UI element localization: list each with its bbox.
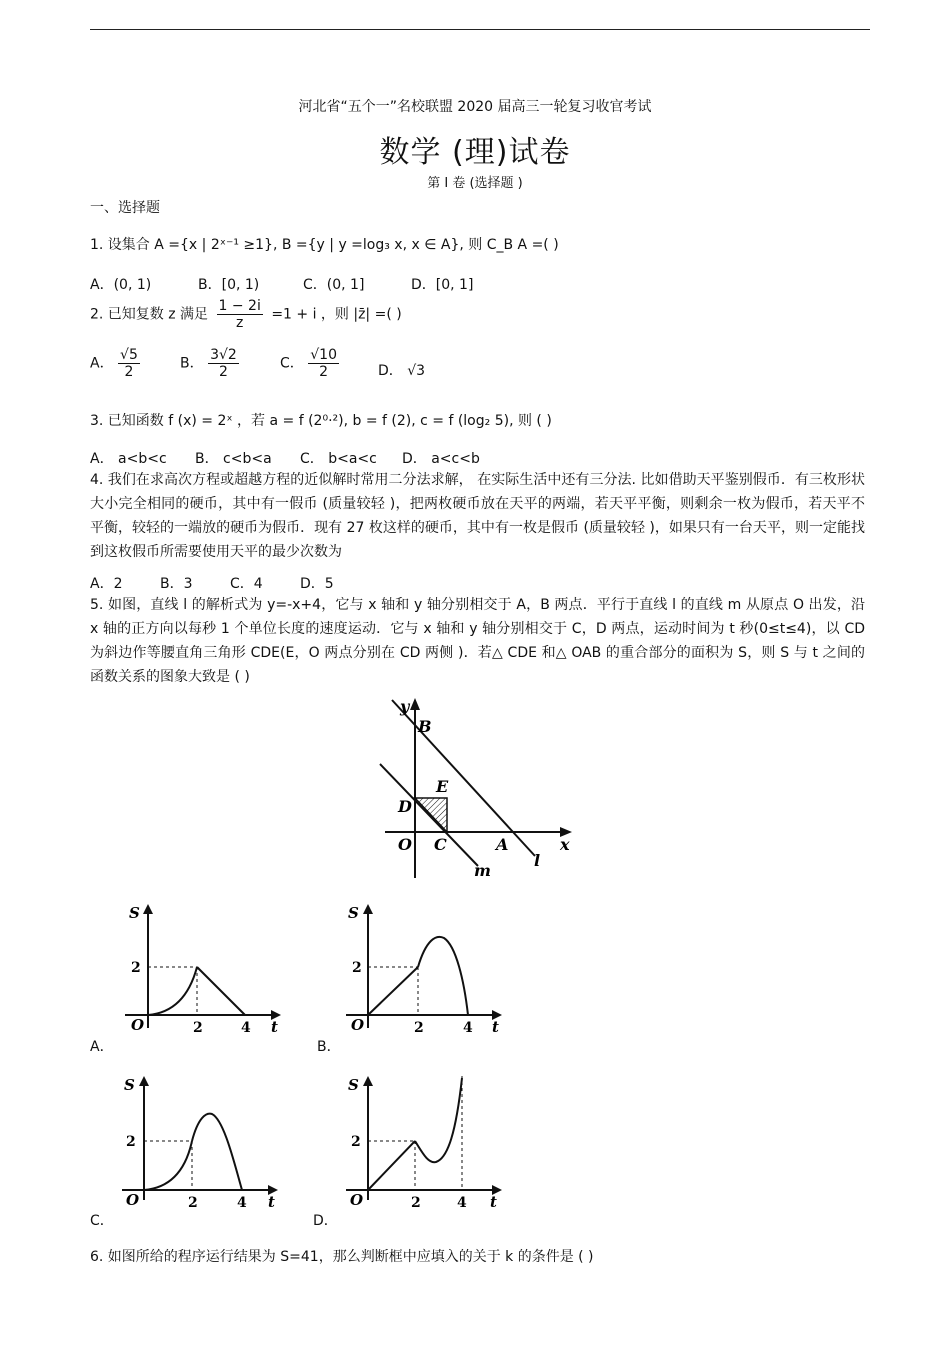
q2-option-a-label: A． bbox=[90, 355, 114, 372]
graph-c-s-arrow bbox=[139, 1076, 149, 1086]
q2-option-b-label: B． bbox=[180, 355, 204, 372]
graph-b-tick-2y: 2 bbox=[352, 960, 362, 976]
graph-a-curve bbox=[148, 967, 197, 1015]
graph-d-s-arrow bbox=[363, 1076, 373, 1086]
question-3: 3. 已知函数 f (x) = 2ˣ ，若 a = f (2⁰·²), b = f (2), c = f (log₂ 5), 则 ( ) bbox=[90, 413, 552, 429]
label-D: D bbox=[398, 797, 412, 816]
graph-d-tick-2x: 2 bbox=[411, 1195, 421, 1211]
question-1: 1. 设集合 A ={x | 2ˣ⁻¹ ≥1}, B ={y | y =log₃ x, x ∈ A}, 则 C_B A =( ) bbox=[90, 237, 559, 253]
q2-option-a-fraction bbox=[118, 347, 140, 380]
q2-option-d bbox=[378, 360, 425, 380]
graph-b-s-arrow bbox=[363, 904, 373, 914]
graph-a-t-label: t bbox=[271, 1018, 278, 1036]
q2-option-b-den: 2 bbox=[218, 364, 228, 381]
graph-c-tick-4: 4 bbox=[237, 1195, 247, 1211]
q2-option-b-num: 3√2 bbox=[210, 347, 237, 363]
graph-a-tick-2y: 2 bbox=[131, 960, 141, 976]
graph-d-line bbox=[368, 1141, 415, 1190]
label-m: m bbox=[474, 861, 491, 880]
line-m bbox=[380, 764, 478, 866]
q2-option-c bbox=[280, 347, 339, 380]
top-rule bbox=[90, 29, 870, 30]
graph-c-tick-2y: 2 bbox=[126, 1134, 136, 1150]
q4-option-d: D．5 bbox=[300, 576, 334, 592]
exam-subtitle: 河北省“五个一”名校联盟 2020 届高三一轮复习收官考试 bbox=[298, 99, 652, 115]
label-x: x bbox=[560, 835, 570, 854]
q4-option-b: B．3 bbox=[160, 576, 193, 592]
q1-option-a: A．(0, 1) bbox=[90, 277, 152, 293]
q2-option-c-num: √10 bbox=[310, 347, 337, 363]
graph-d-curve bbox=[415, 1078, 462, 1162]
label-B: B bbox=[418, 717, 432, 736]
q1-option-c: C．(0, 1] bbox=[303, 277, 365, 293]
graph-a-tick-4: 4 bbox=[241, 1020, 251, 1036]
graph-b-tick-2x: 2 bbox=[414, 1020, 424, 1036]
q3-option-d: D． a<c<b bbox=[402, 451, 480, 467]
q3-option-b: B． c<b<a bbox=[195, 451, 272, 467]
graph-b-t-label: t bbox=[492, 1018, 499, 1036]
q2-numerator: 1 − 2i bbox=[218, 298, 261, 314]
q5-figure bbox=[370, 698, 580, 880]
q2-option-d-value: √3 bbox=[407, 363, 426, 379]
graph-c bbox=[112, 1072, 287, 1212]
graph-d-s-label: S bbox=[348, 1076, 359, 1094]
graph-d-tick-2y: 2 bbox=[351, 1134, 361, 1150]
graph-b-tick-4: 4 bbox=[463, 1020, 473, 1036]
graph-b-s-label: S bbox=[348, 904, 359, 922]
label-l: l bbox=[534, 851, 541, 870]
figure-y-arrow bbox=[410, 698, 420, 710]
q2-option-d-label: D． bbox=[378, 363, 403, 379]
graph-a-s-label: S bbox=[129, 904, 140, 922]
question-5: 5. 如图，直线 l 的解析式为 y=-x+4，它与 x 轴和 y 轴分别相交于 A，B 两点．平行于直线 l 的直线 m 从原点 O 出发，沿 x 轴的正方向以每秒 1 个单位长度的速度运动．它与 x 轴和 y 轴分别相交于 C，D 两点，运动时间为 t 秒(0≤t≤4)，以 CD 为斜边作等腰直角三角形 CDE(E，O 两点分别在 CD 两侧 )．若△ CDE 和△ OAB 的重合部分的面积为 S，则 S 与 t 之间的函数关系的图象大致是 ( ) bbox=[90, 597, 865, 685]
graph-a bbox=[115, 900, 290, 1040]
q2-option-c-label: C． bbox=[280, 355, 304, 372]
page-title: 数学 (理)试卷 bbox=[379, 135, 571, 170]
q1-option-d: D．[0, 1] bbox=[411, 277, 474, 293]
graph-d-option-label: D． bbox=[313, 1213, 338, 1229]
graph-b bbox=[338, 900, 513, 1040]
part-heading: 第 I 卷 (选择题 ) bbox=[427, 176, 523, 191]
graph-d-origin: O bbox=[350, 1191, 364, 1209]
graph-c-tick-2x: 2 bbox=[188, 1195, 198, 1211]
graph-a-origin: O bbox=[131, 1016, 145, 1034]
q4-option-a: A．2 bbox=[90, 576, 123, 592]
section-heading: 一、选择题 bbox=[90, 200, 160, 216]
label-C: C bbox=[434, 835, 447, 854]
question-4: 4. 我们在求高次方程或超越方程的近似解时常用二分法求解， 在实际生活中还有三分法. 比如借助天平鉴别假币．有三枚形状大小完全相同的硬币，其中有一假币 (质量较轻 )，把两枚硬币放在天平的两端，若天平平衡，则剩余一枚为假币，若天平不平衡，较轻的一端放的硬币为假币．现有 27 枚这样的硬币，其中有一枚是假币 (质量较轻 )，如果只有一台天平，则一定能找到这枚假币所需要使用天平的最少次数为 bbox=[90, 472, 865, 560]
shaded-triangle bbox=[415, 798, 447, 832]
q1-option-b: B．[0, 1) bbox=[198, 277, 260, 293]
label-y: y bbox=[400, 698, 410, 716]
graph-c-option-label: C． bbox=[90, 1213, 114, 1229]
graph-b-option-label: B． bbox=[317, 1039, 341, 1055]
q2-denominator: z bbox=[236, 315, 244, 332]
graph-b-curve bbox=[418, 937, 468, 1015]
graph-a-s-arrow bbox=[143, 904, 153, 914]
graph-a-tick-2x: 2 bbox=[193, 1020, 203, 1036]
graph-d bbox=[338, 1072, 513, 1212]
q2-option-a-num: √5 bbox=[120, 347, 138, 363]
q3-option-c: C． b<a<c bbox=[300, 451, 377, 467]
q2-option-a-den: 2 bbox=[124, 364, 134, 381]
q2-option-c-fraction bbox=[308, 347, 339, 380]
label-E: E bbox=[436, 777, 449, 796]
q2-fraction bbox=[217, 298, 263, 331]
question-6: 6. 如图所给的程序运行结果为 S=41，那么判断框中应填入的关于 k 的条件是 ( ) bbox=[90, 1249, 594, 1265]
graph-b-origin: O bbox=[351, 1016, 365, 1034]
q2-option-a bbox=[90, 347, 140, 380]
q2-option-b bbox=[180, 347, 239, 380]
label-O: O bbox=[398, 835, 412, 854]
graph-c-rise bbox=[144, 1141, 192, 1190]
label-A: A bbox=[496, 835, 509, 854]
graph-c-s-label: S bbox=[124, 1076, 135, 1094]
graph-d-tick-4: 4 bbox=[457, 1195, 467, 1211]
q2-suffix: =1 + i ，则 |z̄| =( ) bbox=[271, 306, 402, 323]
q2-option-c-den: 2 bbox=[319, 364, 329, 381]
graph-a-line bbox=[197, 967, 245, 1015]
q4-option-c: C．4 bbox=[230, 576, 263, 592]
q2-option-b-fraction bbox=[208, 347, 239, 380]
graph-b-line bbox=[368, 967, 418, 1015]
q3-option-a: A． a<b<c bbox=[90, 451, 167, 467]
q2-prefix: 2. 已知复数 z 满足 bbox=[90, 306, 209, 323]
graph-c-origin: O bbox=[126, 1191, 140, 1209]
graph-c-curve bbox=[192, 1114, 242, 1190]
graph-d-t-label: t bbox=[490, 1193, 497, 1211]
graph-a-option-label: A． bbox=[90, 1039, 114, 1055]
question-2 bbox=[90, 298, 402, 331]
graph-c-t-label: t bbox=[268, 1193, 275, 1211]
